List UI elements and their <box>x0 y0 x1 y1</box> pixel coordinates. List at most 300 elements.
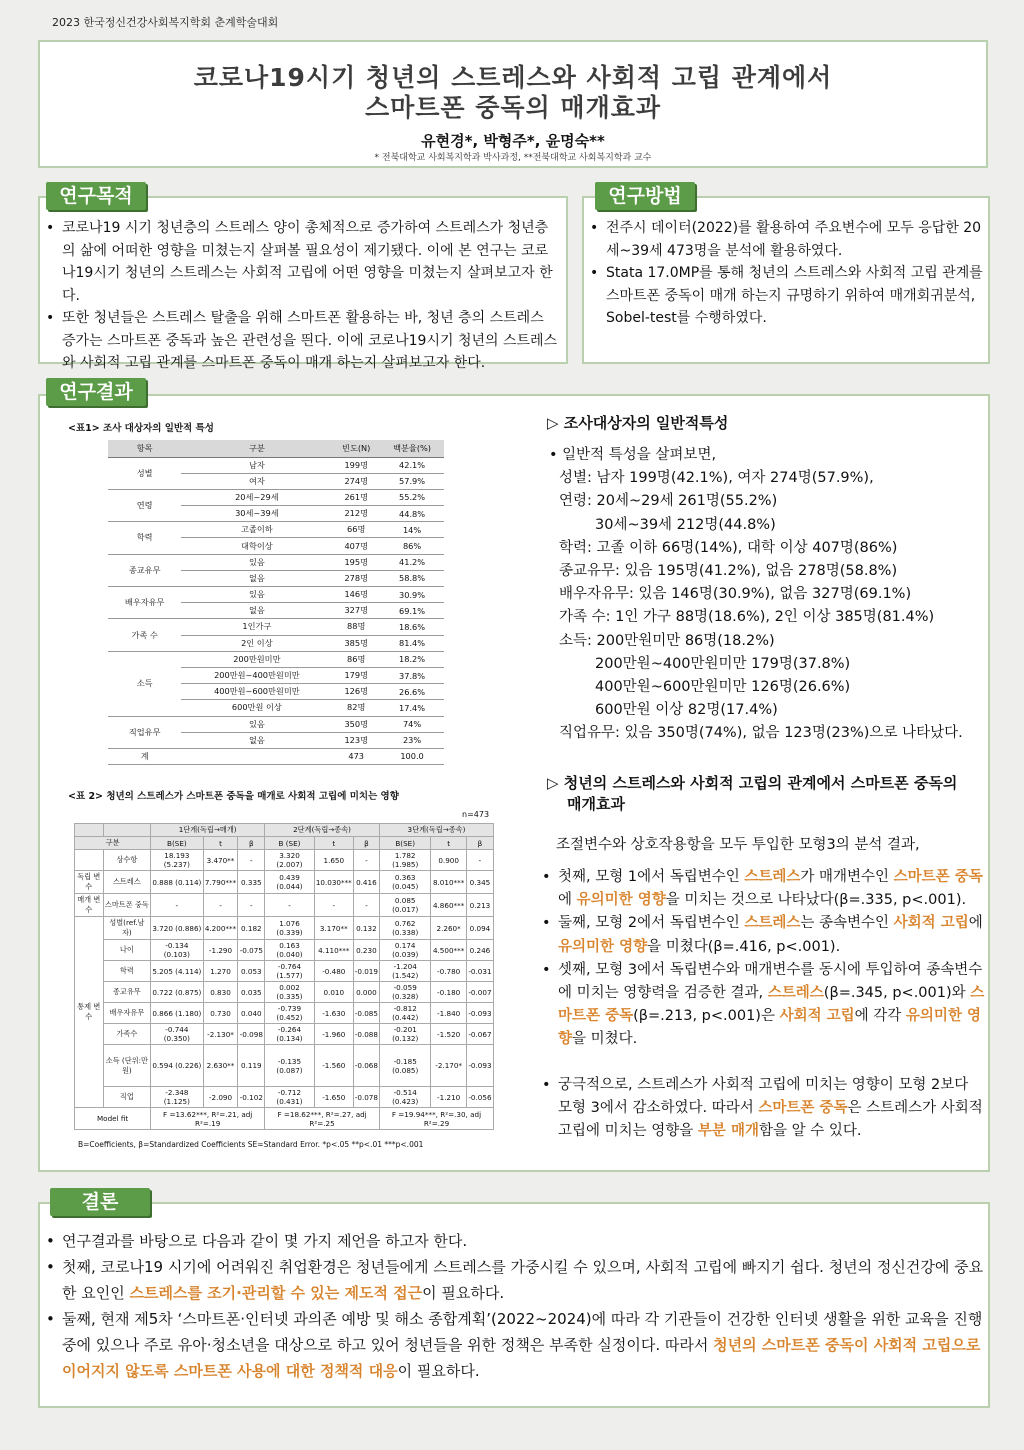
table2-cell: -0.780 <box>431 961 466 982</box>
table2-step-cell <box>75 824 104 837</box>
table1-cell: 14% <box>380 522 444 538</box>
table1-cell: 88명 <box>332 619 380 635</box>
table2-cell: 상수항 <box>103 850 151 871</box>
mediation-bullet-1 <box>540 866 986 912</box>
table-row <box>75 850 494 871</box>
table2-cell: 4.860*** <box>431 894 466 917</box>
table2-cell: F =13.62***, R²=.21, adj R²=.19 <box>151 1108 265 1130</box>
table1-cell: 126명 <box>332 684 380 700</box>
purpose-bullet-2: • 또한 청년들은 스트레스 탈출을 위해 스마트폰 활용하는 바, 청년 층의 스트레스 증가는 스마트폰 중독과 높은 관련성을 띈다. 이에 코로나19시기 청년의 스트레스와 사회적 고립 관계를 스마트폰 중독이 매개 하는지 살펴보고자 한다. <box>44 307 559 375</box>
method-panel <box>582 196 990 364</box>
table1-cell: 있음 <box>181 587 332 603</box>
table2-rowgroup <box>75 850 104 871</box>
table1-group: 직업유무 <box>108 716 181 748</box>
table2-col-header: B(SE) <box>379 837 430 850</box>
table2-cell: 0.002 (0.335) <box>265 982 315 1003</box>
table1-cell: 86명 <box>332 651 380 667</box>
table1-caption: <표1> 조사 대상자의 일반적 특성 <box>68 423 214 434</box>
general-line: • 일반적 특성을 살펴보면, <box>549 447 717 463</box>
table2-cell: 스마트폰 중독 <box>103 894 151 917</box>
highlight-text: 청년의 스마트폰 중독이 사회적 고립으로 이어지지 않도록 스마트폰 사용에 대한 정책적 대응 <box>62 1336 981 1380</box>
table-row <box>75 1087 494 1108</box>
table1-group: 연령 <box>108 489 181 521</box>
table2-cell: 0.866 (1.180) <box>151 1003 203 1024</box>
body-text: 이 필요하다. <box>422 1284 505 1302</box>
table-row <box>75 917 494 940</box>
table2-cell: 0.085 (0.017) <box>379 894 430 917</box>
authors: 유현경*, 박형주*, 윤명숙** <box>421 132 605 150</box>
table-row <box>75 961 494 982</box>
table2-cell: -0.067 <box>466 1024 493 1045</box>
table1-header <box>108 440 444 457</box>
table2-cell: 0.830 <box>203 982 238 1003</box>
table2-cell: 0.439 (0.044) <box>265 871 315 894</box>
body-text: 을 미치는 것으로 나타났다(β=.335, p<.001). <box>665 892 967 909</box>
table2-rowgroup: 독립 변수 <box>75 871 104 894</box>
table1-cell: 69.1% <box>380 603 444 619</box>
table1-header-cell: 항목 <box>108 440 181 457</box>
table2-cell: -1.960 <box>314 1024 353 1045</box>
table2-cell: 1.076 (0.339) <box>265 917 315 940</box>
table2-cell: 3.720 (0.886) <box>151 917 203 940</box>
table2-cell: 18.193 (5.237) <box>151 850 203 871</box>
conclusion-bullet-3 <box>44 1306 984 1384</box>
table1-cell: 18.2% <box>380 651 444 667</box>
table2-cell: -0.019 <box>353 961 379 982</box>
table1-cell: 41.2% <box>380 554 444 570</box>
table2-cell: -0.185 (0.085) <box>379 1045 430 1087</box>
table-row <box>75 1045 494 1087</box>
table1-cell: 있음 <box>181 554 332 570</box>
table2-cell: 0.246 <box>466 940 493 961</box>
table2-cell: 종교유무 <box>103 982 151 1003</box>
conclusion-bullet-1: • 연구결과를 바탕으로 다음과 같이 몇 가지 제언을 하고자 한다. <box>44 1228 984 1254</box>
table1-group: 성별 <box>108 457 181 489</box>
table2-step: 1단계(독립→매개) <box>151 824 265 837</box>
highlight-text: 사회적 고립 <box>893 915 969 932</box>
table2-cell: - <box>265 894 315 917</box>
mediation-body <box>540 866 986 1143</box>
table-row <box>75 1003 494 1024</box>
table2-cell: 1.650 <box>314 850 353 871</box>
table2-cell: 0.000 <box>353 982 379 1003</box>
table2-cell: 0.363 (0.045) <box>379 871 430 894</box>
table2-cell: -1.290 <box>203 940 238 961</box>
table1-cell: 2인 이상 <box>181 635 332 651</box>
mediation-title-1: 청년의 스트레스와 사회적 고립의 관계에서 스마트폰 중독의 <box>563 774 958 792</box>
table2-cell: 스트레스 <box>103 871 151 894</box>
table-row <box>75 1024 494 1045</box>
table2-cell: -0.098 <box>238 1024 265 1045</box>
table2-cell: 소득 (단위:만원) <box>103 1045 151 1087</box>
purpose-heading: 연구목적 <box>46 182 146 210</box>
table2-cell: -0.088 <box>353 1024 379 1045</box>
table2-cell: - <box>353 894 379 917</box>
table1-cell: 17.4% <box>380 700 444 716</box>
table2-cell: 0.888 (0.114) <box>151 871 203 894</box>
table2-cell: 3.320 (2.007) <box>265 850 315 871</box>
table2-cell: -2.130* <box>203 1024 238 1045</box>
body-text: 셋째, 모형 3에서 독립변수와 매개변수를 동시에 투입하여 종속변수에 미치는 영향력을 검증한 결과, <box>558 961 983 1002</box>
table2-cell: 1.782 (1.985) <box>379 850 430 871</box>
table2-cell: 0.119 <box>238 1045 265 1087</box>
table1-cell: 278명 <box>332 570 380 586</box>
general-line: 400만원~600만원미만 126명(26.6%) <box>595 679 851 696</box>
table1-cell: 199명 <box>332 457 380 473</box>
table1-cell: 없음 <box>181 603 332 619</box>
table2-cell: -0.031 <box>466 961 493 982</box>
table1-cell: 1인가구 <box>181 619 332 635</box>
table2-cell: -2.348 (1.125) <box>151 1087 203 1108</box>
table1-cell: 20세~29세 <box>181 489 332 505</box>
table2-cell: -0.739 (0.452) <box>265 1003 315 1024</box>
table2-col-header: t <box>314 837 353 850</box>
table2-cell: 0.345 <box>466 871 493 894</box>
table2-cell: 0.174 (0.039) <box>379 940 430 961</box>
conclusion-body <box>44 1228 984 1384</box>
mediation-bullet-3 <box>540 959 986 1052</box>
table2-cell: 2.630** <box>203 1045 238 1087</box>
table2-cell: -0.068 <box>353 1045 379 1087</box>
general-line: 성별: 남자 199명(42.1%), 여자 274명(57.9%), <box>559 470 874 487</box>
table1-cell: 407명 <box>332 538 380 554</box>
table1-cell: 55.2% <box>380 489 444 505</box>
conference-name: 2023 한국정신건강사회복지학회 춘계학술대회 <box>52 16 279 29</box>
body-text: 함을 알 수 있다. <box>758 1123 862 1140</box>
table1-header-cell: 백분율(%) <box>380 440 444 457</box>
table1-cell: 212명 <box>332 506 380 522</box>
table2-cell: 0.722 (0.875) <box>151 982 203 1003</box>
table-row <box>108 457 444 473</box>
mediation-bullet-2 <box>540 912 986 958</box>
table2-cell: - <box>314 894 353 917</box>
table2 <box>74 823 494 1130</box>
table2-cell: -1.210 <box>431 1087 466 1108</box>
mediation-title-2: 매개효과 <box>567 795 625 813</box>
table1-cell: 30세~39세 <box>181 506 332 522</box>
title-line-2: 스마트폰 중독의 매개효과 <box>364 93 662 122</box>
highlight-text: 스트레스 <box>744 915 801 932</box>
table2-cell: Model fit <box>75 1108 151 1130</box>
method-bullet-1: • 전주시 데이터(2022)를 활용하여 주요변수에 모두 응답한 20세~39세 473명을 분석에 활용하였다. <box>588 217 983 262</box>
table2-cell: 0.053 <box>238 961 265 982</box>
table1-header-cell: 빈도(N) <box>332 440 380 457</box>
table2-cell: -0.712 (0.431) <box>265 1087 315 1108</box>
highlight-text: 스트레스 <box>744 869 801 885</box>
table2-cell: 0.035 <box>238 982 265 1003</box>
table2-cell: 0.730 <box>203 1003 238 1024</box>
triangle-icon: ▷ <box>547 414 564 432</box>
table1-cell: 327명 <box>332 603 380 619</box>
table-row <box>108 716 444 732</box>
method-heading: 연구방법 <box>595 182 695 210</box>
table2-cell: 직업 <box>103 1087 151 1108</box>
table1-cell: 대학이상 <box>181 538 332 554</box>
table2-col-header: t <box>431 837 466 850</box>
table1-cell: 195명 <box>332 554 380 570</box>
table-row <box>108 651 444 667</box>
table1-cell: 없음 <box>181 732 332 748</box>
table2-cell: 1.270 <box>203 961 238 982</box>
table2-cell: -0.812 (0.442) <box>379 1003 430 1024</box>
highlight-text: 스트레스 <box>767 985 824 1002</box>
table1-cell: 없음 <box>181 570 332 586</box>
general-line: 600만원 이상 82명(17.4%) <box>595 702 778 719</box>
table2-col-header: B(SE) <box>151 837 203 850</box>
table2-area <box>74 820 494 1154</box>
table2-cell: -1.650 <box>314 1087 353 1108</box>
table1-cell: 44.8% <box>380 506 444 522</box>
body-text: (β=.213, p<.001)은 <box>633 1008 780 1025</box>
table2-cell: - <box>238 894 265 917</box>
general-line: 소득: 200만원미만 86명(18.2%) <box>559 632 775 649</box>
highlight-text: 스트레스를 조기·관리할 수 있는 제도적 접근 <box>129 1284 423 1302</box>
table2-n: n=473 <box>462 810 490 819</box>
table1-cell: 261명 <box>332 489 380 505</box>
table1-cell: 42.1% <box>380 457 444 473</box>
table2-cell: 배우자유무 <box>103 1003 151 1024</box>
table2-cell: -1.560 <box>314 1045 353 1087</box>
table1-cell: 57.9% <box>380 473 444 489</box>
table1-cell: 26.6% <box>380 684 444 700</box>
table2-cell: -0.514 (0.423) <box>379 1087 430 1108</box>
table1-cell: 여자 <box>181 473 332 489</box>
table2-cell: -0.085 <box>353 1003 379 1024</box>
table2-cell: F =19.94***, R²=.30, adj R²=.29 <box>379 1108 493 1130</box>
table1-cell: 66명 <box>332 522 380 538</box>
table2-cell: -2.170* <box>431 1045 466 1087</box>
conclusion-panel <box>38 1202 990 1408</box>
table-row <box>108 489 444 505</box>
table2-cell: -2.090 <box>203 1087 238 1108</box>
highlight-text: 스마트폰 중독 <box>758 1099 848 1116</box>
table1-cell: 고졸이하 <box>181 522 332 538</box>
table2-cell: 나이 <box>103 940 151 961</box>
table1-cell: 146명 <box>332 587 380 603</box>
table1-cell: 81.4% <box>380 635 444 651</box>
table1-cell: 473 <box>332 748 380 764</box>
body-text: 은 스트레스가 사회적 고립에 미치는 영향을 <box>558 1099 983 1140</box>
table2-caption: <표 2> 청년의 스트레스가 스마트폰 중독을 매개로 사회적 고립에 미치는 영향 <box>68 791 399 802</box>
table2-rowgroup: 통제 변수 <box>75 917 104 1108</box>
general-line: 배우자유무: 있음 146명(30.9%), 없음 327명(69.1%) <box>559 586 912 603</box>
general-text <box>549 444 979 746</box>
general-line: 종교유무: 있음 195명(41.2%), 없음 278명(58.8%) <box>559 563 898 580</box>
table-row <box>75 871 494 894</box>
table2-cell: 10.030*** <box>314 871 353 894</box>
table2-note: B=Coefficients, β=Standardized Coefficients SE=Standard Error. *p<.05 **p<.01 ***p<.001 <box>78 1140 424 1149</box>
body-text: 는 종속변수인 <box>800 915 894 932</box>
title-line-1: 코로나19시기 청년의 스트레스와 사회적 고립 관계에서 <box>193 63 833 92</box>
table2-cell: -1.840 <box>431 1003 466 1024</box>
table1-cell: 82명 <box>332 700 380 716</box>
conclusion-heading: 결론 <box>50 1188 150 1216</box>
table2-cell: -0.264 (0.134) <box>265 1024 315 1045</box>
table2-fit-row <box>75 1108 494 1130</box>
highlight-text: 유의미한 영향 <box>558 1008 982 1048</box>
table1-cell: 18.6% <box>380 619 444 635</box>
body-text: 가 매개변수인 <box>800 869 894 885</box>
table1-cell: 600만원 이상 <box>181 700 332 716</box>
table-row <box>108 587 444 603</box>
table2-cell: - <box>466 850 493 871</box>
highlight-text: 스마트폰 중독 <box>558 985 985 1025</box>
table2-col-header: 구분 <box>75 837 151 850</box>
table2-cell: 2.260* <box>431 917 466 940</box>
table2-cell: 7.790*** <box>203 871 238 894</box>
table2-cell: 성별(ref.남자) <box>103 917 151 940</box>
mediation-intro: 조절변수와 상호작용항을 모두 투입한 모형3의 분석 결과, <box>556 837 920 853</box>
body-text: 첫째, 모형 1에서 독립변수인 <box>558 869 745 885</box>
table-row <box>75 982 494 1003</box>
table-row <box>75 940 494 961</box>
highlight-text: 사회적 고립 <box>779 1008 855 1025</box>
table2-step: 2단계(독립→종속) <box>265 824 380 837</box>
body-text: 을 미쳤다. <box>572 1031 638 1048</box>
table1 <box>108 440 444 765</box>
general-title <box>547 412 728 433</box>
highlight-text: 스마트폰 중독 <box>893 869 983 885</box>
table2-cell: 0.163 (0.040) <box>265 940 315 961</box>
table1-cell: 123명 <box>332 732 380 748</box>
table2-cell: -0.007 <box>466 982 493 1003</box>
table2-cell: -0.764 (1.577) <box>265 961 315 982</box>
table2-cell: -1.204 (1.542) <box>379 961 430 982</box>
table2-cell: 4.200*** <box>203 917 238 940</box>
table1-cell: 86% <box>380 538 444 554</box>
results-heading: 연구결과 <box>46 378 146 406</box>
body-text: 첫째, 코로나19 시기에 어려워진 취업환경은 청년들에게 스트레스를 가중시킬 수 있으며, 사회적 고립에 빠지기 쉽다. 청년의 정신건강에 중요한 요인인 <box>62 1258 984 1302</box>
triangle-icon: ▷ <box>547 774 564 792</box>
table2-cell: 3.170** <box>314 917 353 940</box>
table2-cell: - <box>353 850 379 871</box>
table2-step: 3단계(독립→종속) <box>379 824 493 837</box>
highlight-text: 부분 매개 <box>697 1123 759 1140</box>
table2-cell: -0.480 <box>314 961 353 982</box>
table2-cell: 8.010*** <box>431 871 466 894</box>
table2-cell: -0.102 <box>238 1087 265 1108</box>
general-line: 학력: 고졸 이하 66명(14%), 대학 이상 407명(86%) <box>559 539 898 556</box>
body-text: 에 각각 <box>854 1008 906 1025</box>
mediation-title <box>547 773 983 815</box>
mediation-bullet-4 <box>540 1074 986 1144</box>
table1-cell: 있음 <box>181 716 332 732</box>
body-text: 궁극적으로, 스트레스가 사회적 고립에 미치는 영향이 모형 2보다 모형 3에서 감소하였다. 따라서 <box>558 1076 969 1116</box>
table1-group: 종교유무 <box>108 554 181 586</box>
body-text: (β=.345, p<.001)와 <box>823 985 971 1002</box>
table2-step-cell <box>103 824 151 837</box>
table2-cell: 0.182 <box>238 917 265 940</box>
conclusion-bullet-2 <box>44 1254 984 1306</box>
table2-cell: -0.075 <box>238 940 265 961</box>
table2-col-header: β <box>466 837 493 850</box>
table-row <box>108 554 444 570</box>
general-line: 연령: 20세~29세 261명(55.2%) <box>559 493 778 510</box>
table1-cell: 385명 <box>332 635 380 651</box>
body-text: 에 <box>968 915 983 932</box>
table2-cell: 0.132 <box>353 917 379 940</box>
table-row <box>108 522 444 538</box>
highlight-text: 유의미한 영향 <box>576 892 666 909</box>
table1-total-row <box>108 748 444 764</box>
table1-cell: 23% <box>380 732 444 748</box>
method-bullet-2: • Stata 17.0MP를 통해 청년의 스트레스와 사회적 고립 관계를 스마트폰 중독이 매개 하는지 규명하기 위하여 매개회귀분석, Sobel-test를 수행하였다. <box>588 262 983 330</box>
table1-cell: 200만원미만 <box>181 651 332 667</box>
table1-group: 소득 <box>108 651 181 716</box>
table1-cell: 74% <box>380 716 444 732</box>
table2-cell: 0.900 <box>431 850 466 871</box>
table2-cell: 학력 <box>103 961 151 982</box>
table2-cell: 0.213 <box>466 894 493 917</box>
general-line: 직업유무: 있음 350명(74%), 없음 123명(23%)으로 나타났다. <box>559 725 963 742</box>
general-line: 200만원~400만원미만 179명(37.8%) <box>595 655 851 672</box>
table1-cell: 179명 <box>332 667 380 683</box>
table1-cell: 274명 <box>332 473 380 489</box>
table2-cell: -0.059 (0.328) <box>379 982 430 1003</box>
title-box <box>38 40 988 168</box>
general-title-text: 조사대상자의 일반적특성 <box>563 414 729 432</box>
table2-cell: 가족수 <box>103 1024 151 1045</box>
table2-cell: -0.135 (0.087) <box>265 1045 315 1087</box>
table2-cell: -0.093 <box>466 1045 493 1087</box>
table2-col-header: β <box>353 837 379 850</box>
table2-cell: -0.078 <box>353 1087 379 1108</box>
table2-cell: 0.094 <box>466 917 493 940</box>
table2-cell: 0.416 <box>353 871 379 894</box>
table2-col-header: β <box>238 837 265 850</box>
table2-cell: - <box>151 894 203 917</box>
body-text: 둘째, 모형 2에서 독립변수인 <box>558 915 745 932</box>
table2-col-header: B (SE) <box>265 837 315 850</box>
table2-cell: 0.335 <box>238 871 265 894</box>
table1-cell: 350명 <box>332 716 380 732</box>
table-row <box>108 619 444 635</box>
table2-cell: -1.520 <box>431 1024 466 1045</box>
table-row <box>75 894 494 917</box>
body-text: 이 필요하다. <box>397 1362 480 1380</box>
table1-cell: 30.9% <box>380 587 444 603</box>
table2-cell: -0.056 <box>466 1087 493 1108</box>
table1-header-cell: 구분 <box>181 440 332 457</box>
table1-cell: 58.8% <box>380 570 444 586</box>
table1-cell: 200만원~400만원미만 <box>181 667 332 683</box>
body-text: 둘째, 현재 제5차 ‘스마트폰·인터넷 과의존 예방 및 해소 종합계획’(2022~2024)에 따라 각 기관들이 건강한 인터넷 생활을 위한 교육을 진행중에 있으나 주로 유아·청소년을 대상으로 하고 있어 청년들을 위한 정책은 부족한 실정이다. 따라서 <box>62 1310 983 1354</box>
table1-cell: 400만원~600만원미만 <box>181 684 332 700</box>
purpose-panel <box>38 196 568 371</box>
table2-cell: 0.040 <box>238 1003 265 1024</box>
table1-group: 학력 <box>108 522 181 554</box>
table1-cell <box>181 748 332 764</box>
table2-cell: -0.201 (0.132) <box>379 1024 430 1045</box>
general-line: 가족 수: 1인 가구 88명(18.6%), 2인 이상 385명(81.4%) <box>559 609 935 626</box>
method-body <box>588 217 983 330</box>
table2-cell: -0.134 (0.103) <box>151 940 203 961</box>
table1-cell: 남자 <box>181 457 332 473</box>
table2-cell: -0.093 <box>466 1003 493 1024</box>
affiliation: * 전북대학교 사회복지학과 박사과정, **전북대학교 사회복지학과 교수 <box>374 153 652 163</box>
table2-cell: -0.180 <box>431 982 466 1003</box>
table1-group: 가족 수 <box>108 619 181 651</box>
table1-cell: 계 <box>108 748 181 764</box>
table2-col-header: t <box>203 837 238 850</box>
table2-cell: -1.630 <box>314 1003 353 1024</box>
table2-cell: 4.110*** <box>314 940 353 961</box>
highlight-text: 유의미한 영향 <box>558 938 648 955</box>
purpose-bullet-1: • 코로나19 시기 청년층의 스트레스 양이 총체적으로 증가하여 스트레스가 청년층의 삶에 어떠한 영향을 미쳤는지 살펴볼 필요성이 제기됐다. 이에 본 연구는 코로나19시기 청년의 스트레스는 사회적 고립에 어떤 영향을 미쳤는지 살펴보고자 한다. <box>44 217 559 307</box>
table2-cell: 5.205 (4.114) <box>151 961 203 982</box>
purpose-body <box>44 217 559 375</box>
table1-group: 배우자유무 <box>108 587 181 619</box>
